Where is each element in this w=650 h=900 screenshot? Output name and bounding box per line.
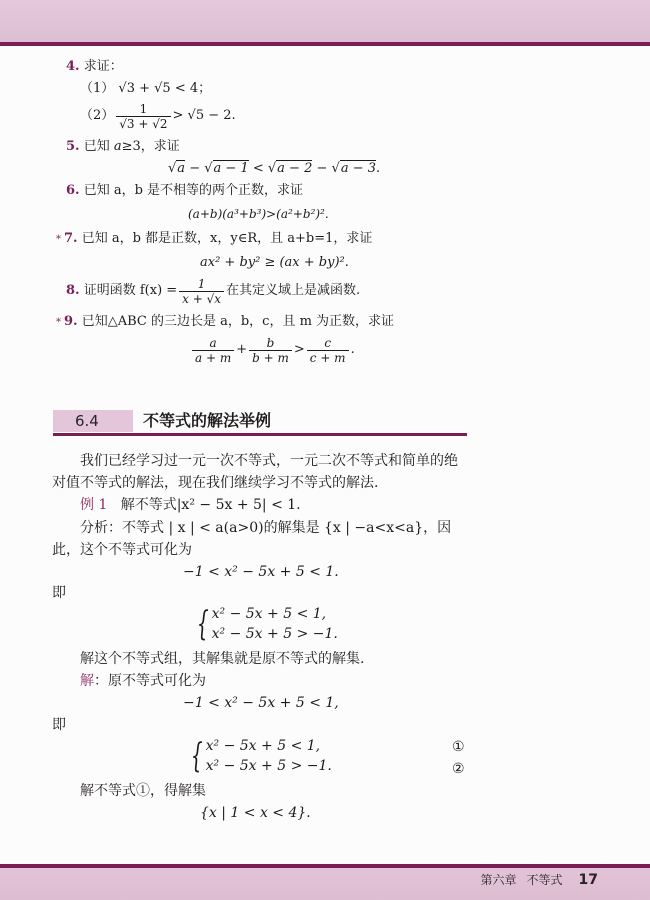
intro-line-1: 我们已经学习过一元一次不等式，一元二次不等式和简单的绝	[80, 453, 458, 469]
denominator: c + m	[307, 350, 349, 365]
equation-2: −1 < x² − 5x + 5 < 1,	[183, 695, 339, 711]
brace-icon: {	[196, 604, 209, 644]
part-expression: √3 + √5 < 4；	[118, 81, 212, 96]
solution-set-1: {x | 1 < x < 4}.	[200, 805, 311, 821]
exercise-8	[66, 275, 360, 307]
ji-label-1: 即	[52, 585, 66, 601]
variable: a	[113, 139, 122, 154]
exercise-text: 在其定义域上是减函数.	[226, 283, 361, 298]
exercise-number: 5.	[66, 139, 80, 154]
numerator: 1	[197, 276, 206, 291]
example-label: 例 1	[80, 497, 108, 513]
exercise-4-part-2	[80, 100, 236, 132]
solve-1: 解不等式①，得解集	[80, 783, 206, 799]
intro-line-2: 对值不等式的解法，现在我们继续学习不等式的解法.	[52, 475, 379, 491]
exercise-text: 已知	[83, 139, 114, 154]
fraction	[307, 336, 349, 365]
exercise-4	[66, 58, 123, 76]
section-heading	[53, 410, 467, 432]
exercise-text: 已知△ABC 的三边长是 a，b，c，且 m 为正数，求证	[81, 314, 395, 329]
exercise-9-formula	[190, 334, 355, 366]
operator: +	[236, 342, 248, 357]
starred-marker: *	[56, 317, 61, 328]
radicand: a	[177, 161, 186, 176]
page-number: 17	[578, 871, 598, 888]
exercise-5-formula: √a − √a − 1 < √a − 2 − √a − 3.	[168, 161, 381, 176]
numerator: b	[266, 335, 275, 350]
radicand: a − 3	[340, 161, 376, 176]
punct: .	[350, 342, 355, 357]
operator: >	[293, 342, 305, 357]
footer-chapter-title: 不等式	[526, 873, 563, 887]
relation: <	[252, 161, 264, 176]
exercise-text: 已知 a，b 都是正数，x，y∈R，且 a+b=1，求证	[81, 231, 373, 246]
equation-1: −1 < x² − 5x + 5 < 1.	[183, 564, 339, 580]
exercise-text: ≥3，求证	[121, 139, 180, 154]
circled-1: ①	[452, 739, 465, 755]
exercise-6-formula: (a+b)(a³+b³)>(a²+b²)².	[188, 207, 329, 221]
section-title: 不等式的解法举例	[143, 411, 272, 430]
header-band	[0, 0, 650, 42]
system-line: x² − 5x + 5 > −1.	[205, 758, 332, 774]
solution-intro	[80, 672, 206, 690]
system-line: x² − 5x + 5 < 1,	[211, 606, 327, 622]
fraction	[116, 102, 170, 131]
exercise-5	[66, 138, 180, 156]
system-line: x² − 5x + 5 > −1.	[211, 626, 338, 642]
numerator: a	[209, 335, 217, 350]
exercise-number: 4.	[66, 59, 80, 74]
radicand: a − 2	[277, 161, 313, 176]
solution-label: 解	[80, 673, 94, 689]
system-1	[192, 604, 338, 644]
analysis-line-1: 分析：不等式 | x | < a(a>0)的解集是 {x | −a<x<a}，因	[80, 520, 452, 536]
exercise-7-formula: ax² + by² ≥ (ax + by)².	[200, 255, 349, 270]
part-rhs: > √5 − 2.	[172, 108, 236, 123]
exercise-number: 8.	[66, 283, 80, 298]
denominator: a + m	[192, 350, 234, 365]
part-label: （1）	[80, 81, 115, 96]
page-footer	[480, 871, 598, 888]
exercise-text: 求证：	[83, 59, 123, 74]
starred-marker: *	[56, 234, 61, 245]
radicand: a − 1	[213, 161, 249, 176]
fraction	[249, 336, 292, 365]
exercise-number: 6.	[66, 183, 80, 198]
exercise-9	[56, 313, 394, 332]
circled-2: ②	[452, 761, 465, 777]
exercise-6	[66, 182, 303, 200]
solve-note: 解这个不等式组，其解集就是原不等式的解集.	[80, 651, 365, 667]
example-1	[80, 496, 301, 514]
example-text: 解不等式|x² − 5x + 5| < 1.	[120, 497, 301, 513]
punct: .	[376, 161, 381, 176]
ji-label-2: 即	[52, 717, 66, 733]
denominator: b + m	[249, 350, 292, 365]
footer-chapter: 第六章	[480, 873, 517, 887]
exercise-number: 9.	[64, 314, 78, 329]
exercise-4-part-1	[80, 80, 211, 98]
brace-icon: {	[190, 736, 203, 776]
analysis-line-2: 此，这个不等式可化为	[52, 542, 192, 558]
numerator: c	[324, 335, 332, 350]
system-2	[186, 736, 332, 776]
fraction	[179, 277, 224, 306]
system-line: x² − 5x + 5 < 1,	[205, 738, 321, 754]
solution-text: ：原不等式可化为	[94, 673, 206, 689]
denominator: x + √x	[179, 291, 224, 306]
part-label: （2）	[80, 108, 115, 123]
exercise-number: 7.	[64, 231, 78, 246]
exercise-text: 证明函数 f(x) =	[83, 283, 178, 298]
fraction	[192, 336, 234, 365]
denominator: √3 + √2	[116, 116, 170, 131]
section-rule	[53, 433, 467, 436]
header-rule	[0, 42, 650, 46]
section-number: 6.4	[53, 410, 133, 432]
exercise-7	[56, 230, 372, 249]
numerator: 1	[139, 101, 148, 116]
exercise-text: 已知 a，b 是不相等的两个正数，求证	[83, 183, 304, 198]
